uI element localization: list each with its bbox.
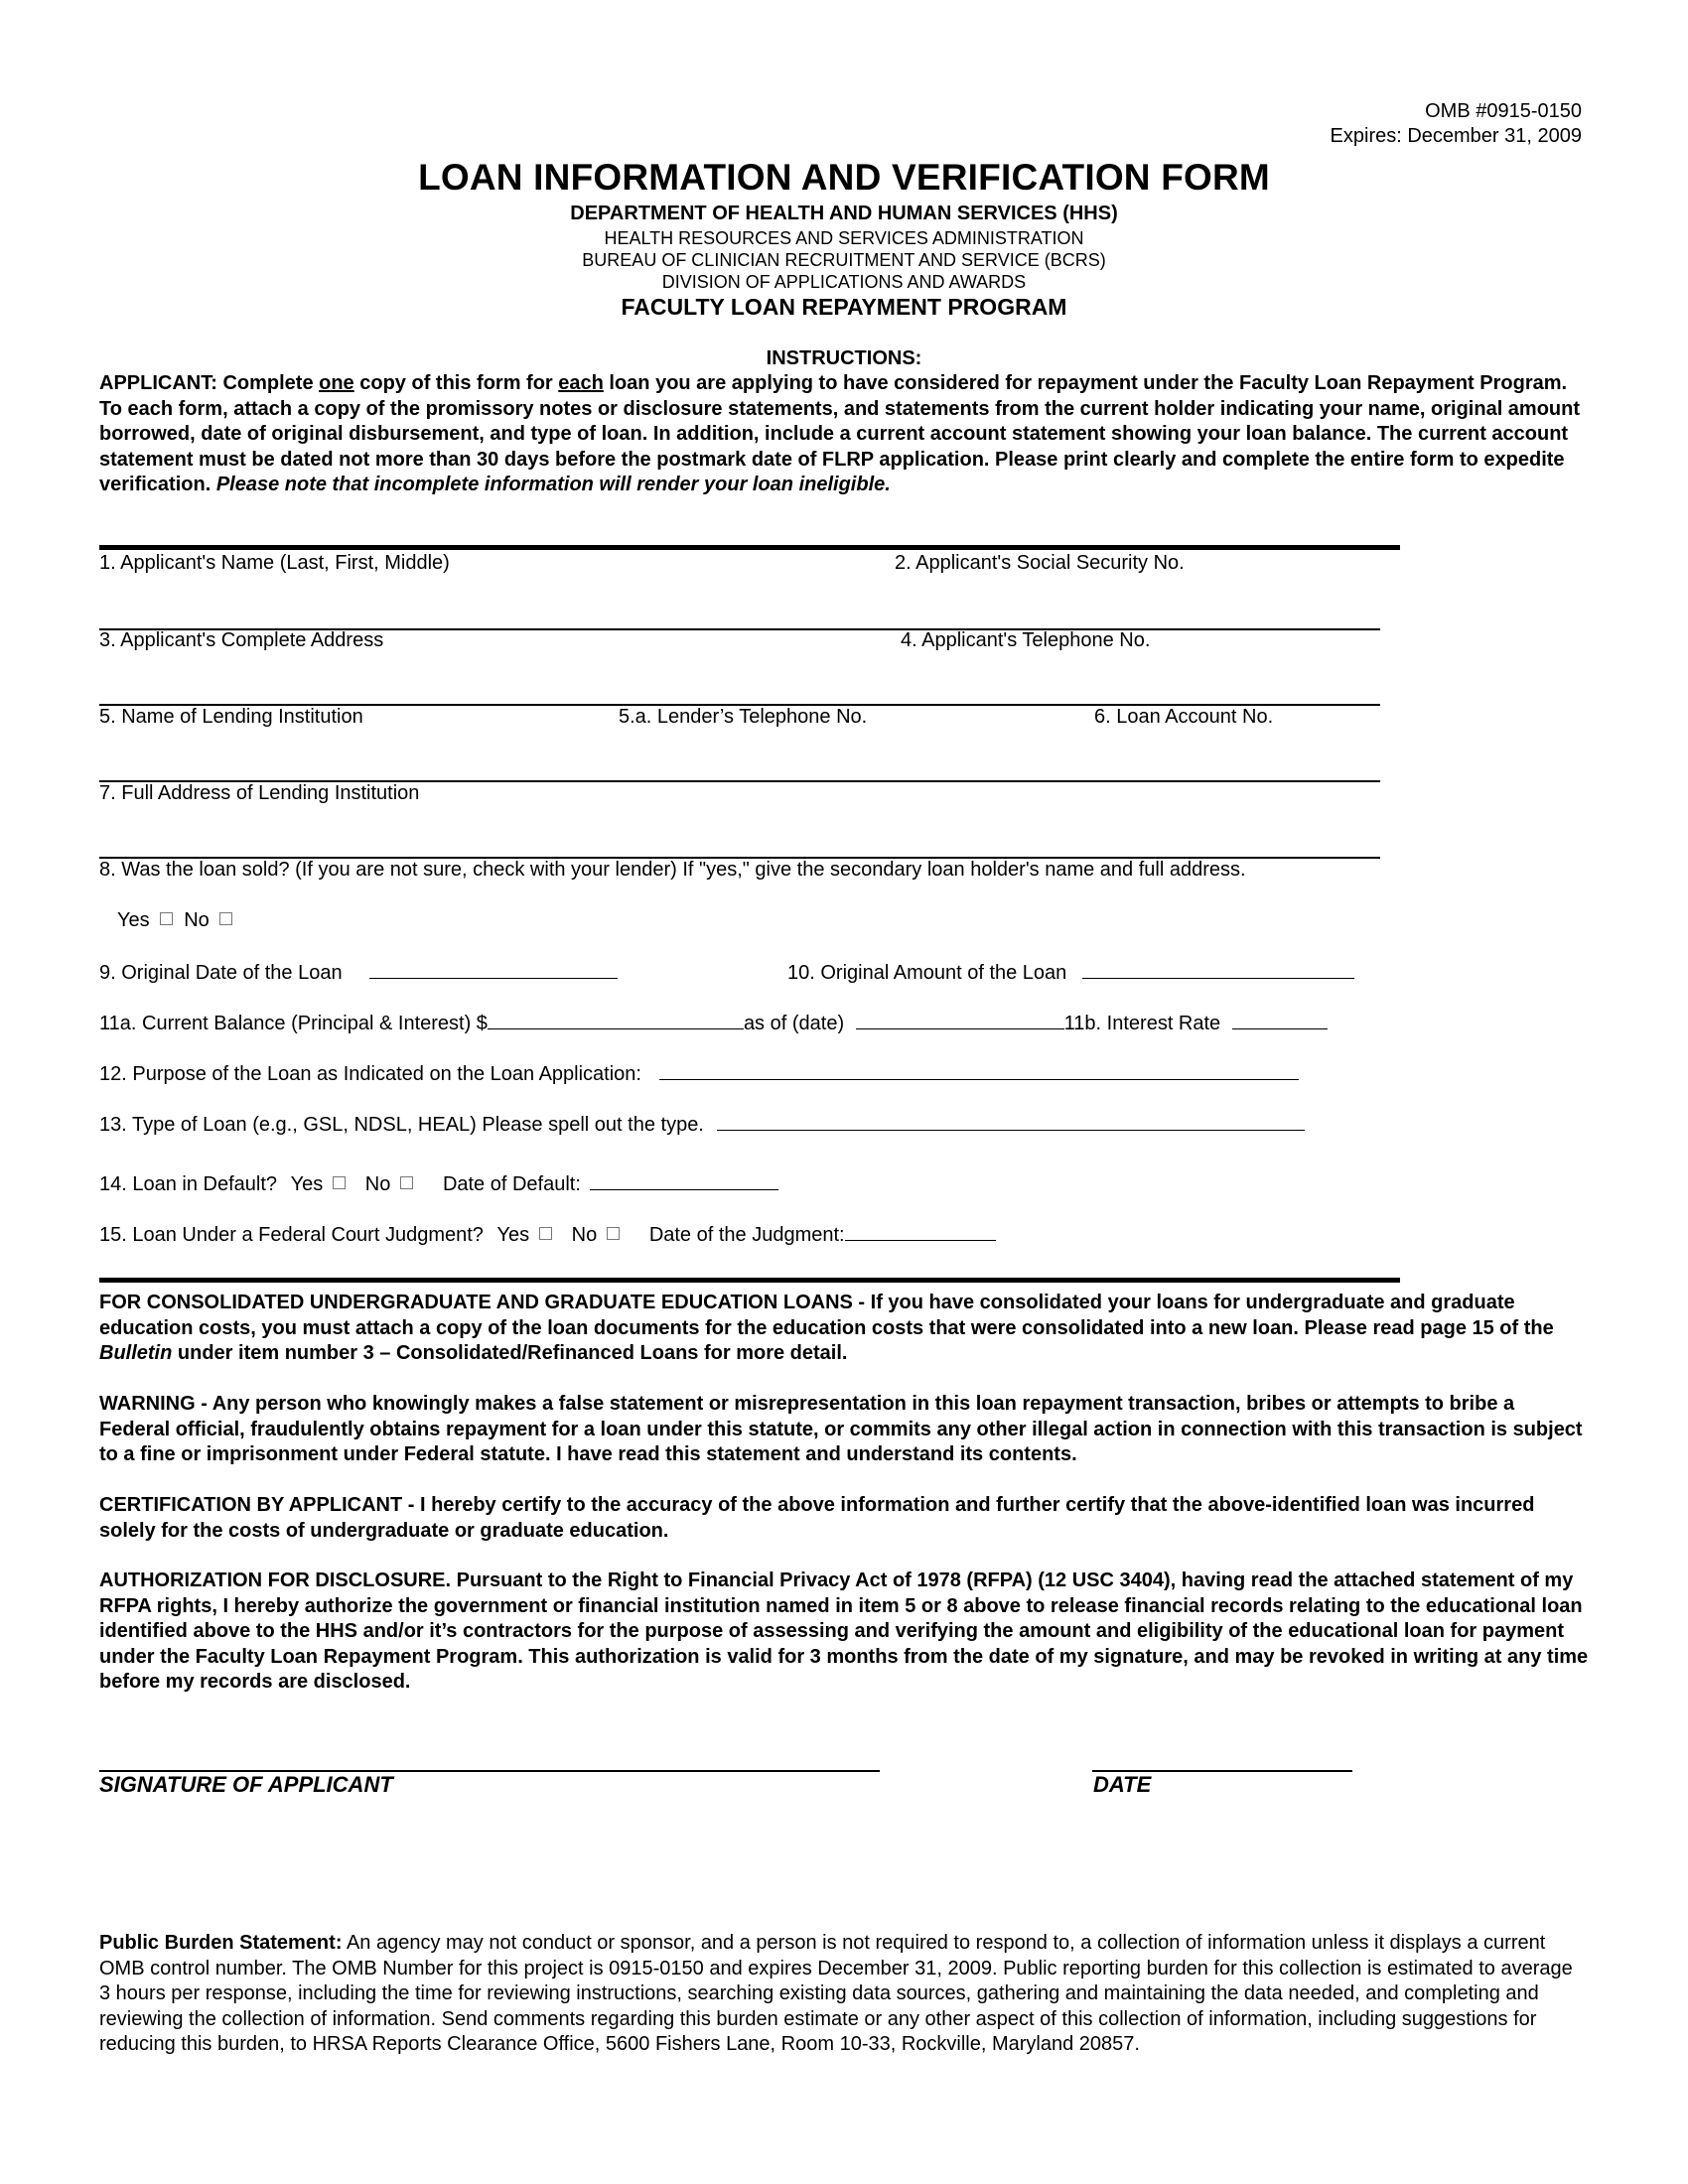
loan-purpose-row: 12. Purpose of the Loan as Indicated on the Loan Application: <box>99 1061 1299 1086</box>
ineligibility-note: Please note that incomplete information will render your loan ineligible. <box>215 474 891 495</box>
loan-type-input[interactable] <box>717 1112 1305 1131</box>
balance-date-input[interactable] <box>856 1011 1064 1029</box>
department-name: DEPARTMENT OF HEALTH AND HUMAN SERVICES (HHS) <box>570 203 1118 224</box>
loan-type-row: 13. Type of Loan (e.g., GSL, NDSL, HEAL) Please spell out the type. <box>99 1112 1305 1137</box>
omb-expiration: Expires: December 31, 2009 <box>1330 125 1582 147</box>
section-divider-bottom <box>99 1278 1400 1283</box>
loan-sold-no-checkbox[interactable] <box>219 912 232 925</box>
form-title: LOAN INFORMATION AND VERIFICATION FORM <box>418 157 1270 198</box>
loan-account-label: 6. Loan Account No. <box>1094 706 1274 728</box>
instructions-text: APPLICANT: Complete one copy of this form for each loan you are applying to have considered for repayment under the Faculty Loan Repayment Program. To each form, attach a copy of the promissory notes or disclosure statements, and statements from the current holder indicating your name, original amount borrowed, date of original disbursement, and type of loan. In addition, include a current account statement showing your loan balance. The current account statement must be dated not more than 30 days before the postmark date of FLRP application. Please print clearly and complete the entire form to expedite verification. Please note that incomplete information will render your loan ineligible. <box>99 372 1581 495</box>
default-yes-checkbox[interactable] <box>333 1176 346 1189</box>
default-no-checkbox[interactable] <box>400 1176 413 1189</box>
authorization-statement: AUTHORIZATION FOR DISCLOSURE. Pursuant to the Right to Financial Privacy Act of 1978 (RFPA) (12 USC 3404), having read the attached statement of my RFPA rights, I hereby authorize the government or financial institution named in item 5 or 8 above to release financial records relating to the educational loan identified above to the HHS and/or it’s contractors for the purpose of assessing and verifying the amount and eligibility of the educational loan for payment under the Faculty Loan Repayment Program. This authorization is valid for 3 months from the date of my signature, and may be revoked in writing at any time before my records are disclosed. <box>99 1570 1589 1693</box>
consolidated-loans-statement: FOR CONSOLIDATED UNDERGRADUATE AND GRADUATE EDUCATION LOANS - If you have consolidated your loans for undergraduate and graduate education costs, you must attach a copy of the loan documents for the education costs that were consolidated into a new loan. Please read page 15 of the Bulletin under item number 3 – Consolidated/Refinanced Loans for more detail. <box>99 1292 1554 1364</box>
date-label: DATE <box>1093 1772 1152 1797</box>
program-name: FACULTY LOAN REPAYMENT PROGRAM <box>621 294 1067 320</box>
default-date-input[interactable] <box>590 1171 778 1190</box>
instructions-heading: INSTRUCTIONS: <box>766 347 922 369</box>
lender-telephone-label: 5.a. Lender’s Telephone No. <box>619 706 868 728</box>
current-balance-input[interactable] <box>488 1011 744 1029</box>
loan-default-row: 14. Loan in Default? Yes No Date of Default: <box>99 1171 778 1196</box>
loan-sold-yes-checkbox[interactable] <box>160 912 173 925</box>
original-amount-input[interactable] <box>1082 960 1354 979</box>
bureau-name: BUREAU OF CLINICIAN RECRUITMENT AND SERVICE (BCRS) <box>582 250 1106 270</box>
applicant-name-label: 1. Applicant's Name (Last, First, Middle) <box>99 552 450 574</box>
current-balance-row: 11a. Current Balance (Principal & Interest) $ as of (date) 11b. Interest Rate <box>99 1011 1328 1035</box>
certification-statement: CERTIFICATION BY APPLICANT - I hereby certify to the accuracy of the above information and further certify that the above-identified loan was incurred solely for the costs of undergraduate or graduate education. <box>99 1494 1535 1542</box>
agency-name: HEALTH RESOURCES AND SERVICES ADMINISTRATION <box>604 228 1084 248</box>
lender-address-label: 7. Full Address of Lending Institution <box>99 782 420 804</box>
original-amount-row: 10. Original Amount of the Loan <box>787 960 1354 985</box>
loan-sold-label: 8. Was the loan sold? (If you are not sure, check with your lender) If "yes," give the secondary loan holder's name and full address. <box>99 859 1246 881</box>
public-burden-statement: Public Burden Statement: An agency may not conduct or sponsor, and a person is not required to respond to, a collection of information unless it displays a current OMB control number. The OMB Number for this project is 0915-0150 and expires December 31, 2009. Public reporting burden for this collection is estimated to average 3 hours per response, including the time for reviewing instructions, searching existing data sources, gathering and maintaining the data needed, and completing and reviewing the collection of information. Send comments regarding this burden estimate or any other aspect of this collection of information, including suggestions for reducing this burden, to HRSA Reports Clearance Office, 5600 Fishers Lane, Room 10-33, Rockville, Maryland 20857. <box>99 1932 1573 2055</box>
original-date-input[interactable] <box>369 960 618 979</box>
judgment-yes-checkbox[interactable] <box>539 1227 552 1240</box>
loan-purpose-input[interactable] <box>659 1061 1299 1080</box>
signature-label: SIGNATURE OF APPLICANT <box>99 1772 393 1797</box>
loan-sold-options: Yes No <box>117 909 238 932</box>
interest-rate-input[interactable] <box>1232 1011 1328 1029</box>
applicant-address-label: 3. Applicant's Complete Address <box>99 629 384 651</box>
applicant-telephone-label: 4. Applicant's Telephone No. <box>901 629 1151 651</box>
lending-institution-label: 5. Name of Lending Institution <box>99 706 363 728</box>
court-judgment-row: 15. Loan Under a Federal Court Judgment? Yes No Date of the Judgment: <box>99 1222 996 1247</box>
judgment-no-checkbox[interactable] <box>607 1227 620 1240</box>
original-date-row: 9. Original Date of the Loan <box>99 960 618 985</box>
judgment-date-input[interactable] <box>845 1222 996 1241</box>
section-divider-top <box>99 545 1400 550</box>
applicant-ssn-label: 2. Applicant's Social Security No. <box>895 552 1185 574</box>
omb-number: OMB #0915-0150 <box>1425 100 1582 122</box>
warning-statement: WARNING - Any person who knowingly makes a false statement or misrepresentation in this loan repayment transaction, bribes or attempts to bribe a Federal official, fraudulently obtains repayment for a loan under this statute, or commits any other illegal action in connection with this transaction is subject to a fine or imprisonment under Federal statute. I have read this statement and understand its contents. <box>99 1393 1583 1465</box>
division-name: DIVISION OF APPLICATIONS AND AWARDS <box>661 272 1027 292</box>
